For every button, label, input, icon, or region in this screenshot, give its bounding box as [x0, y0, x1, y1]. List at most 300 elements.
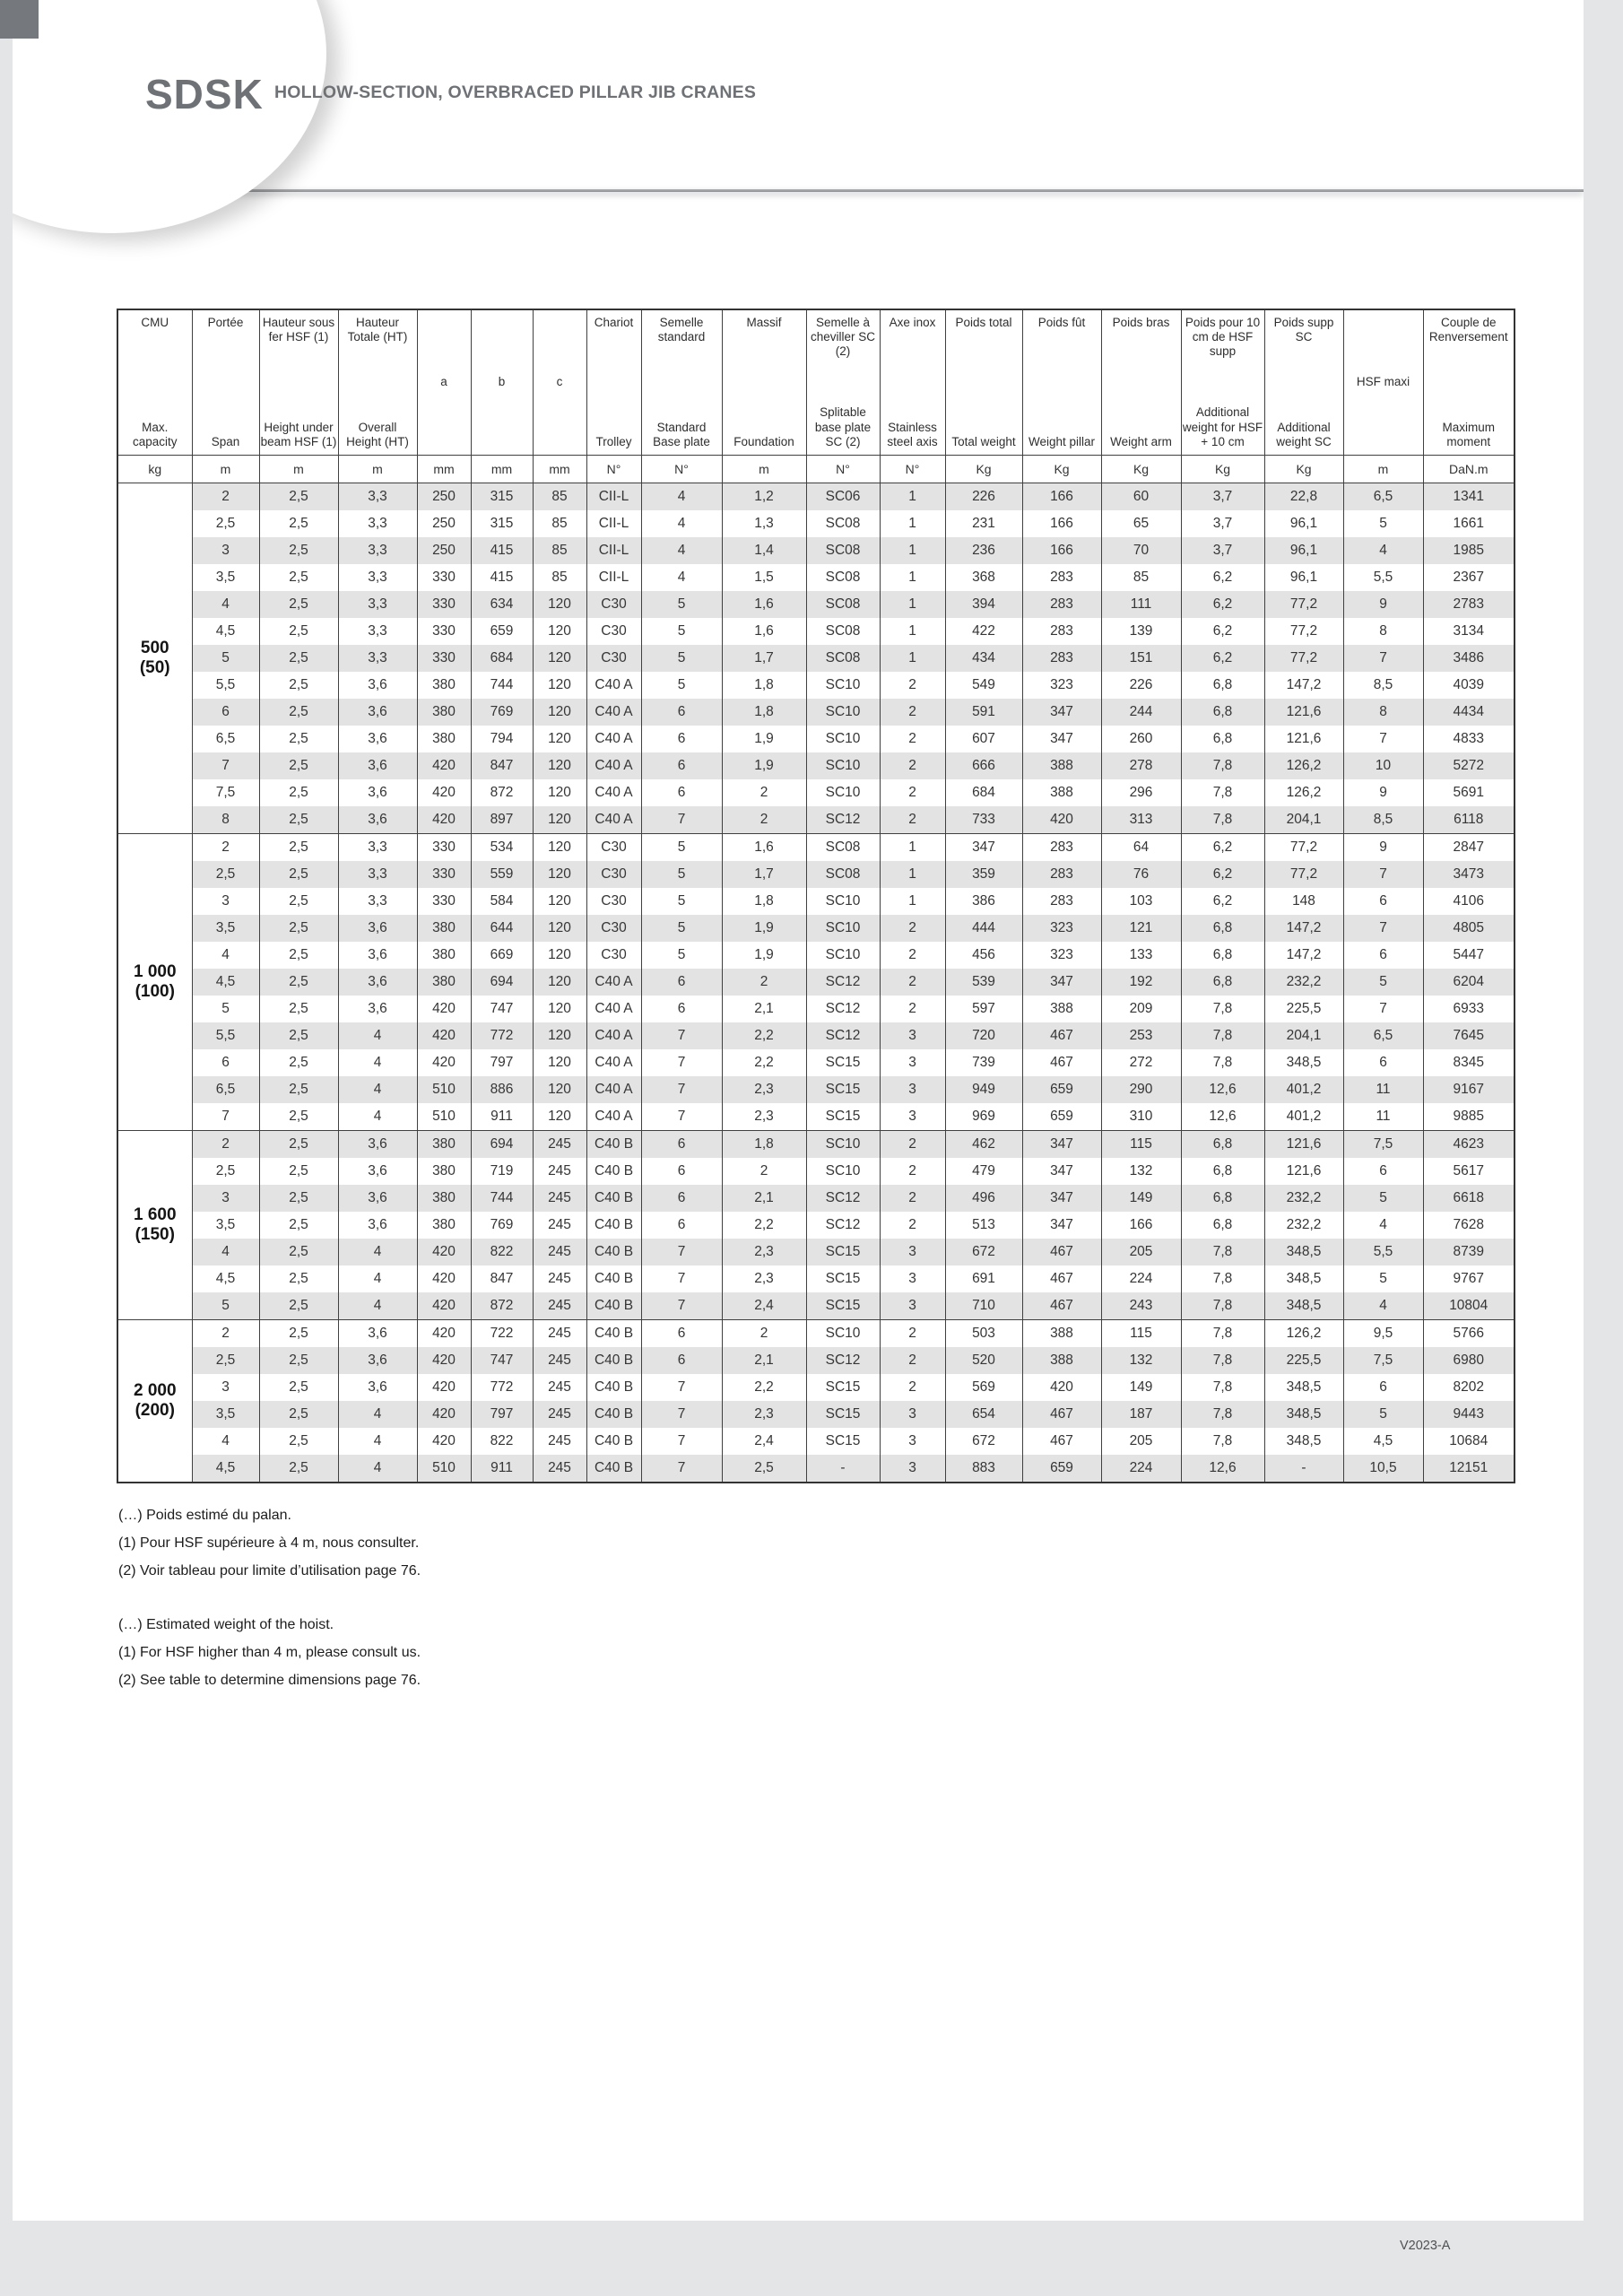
data-cell: 659 — [1022, 1076, 1101, 1103]
capacity-group — [117, 483, 1515, 834]
data-cell: 3,6 — [338, 672, 417, 699]
data-cell: 3134 — [1423, 618, 1515, 645]
data-cell: 2 — [880, 672, 945, 699]
data-cell: 2367 — [1423, 564, 1515, 591]
unit-cell: m — [192, 456, 259, 483]
data-cell: 3,7 — [1181, 510, 1264, 537]
data-cell: 2,5 — [259, 1347, 338, 1374]
data-cell: 85 — [1101, 564, 1181, 591]
data-cell: 3,6 — [338, 779, 417, 806]
data-cell: 2 — [722, 806, 806, 834]
data-cell: 3 — [880, 1049, 945, 1076]
data-cell: 5766 — [1423, 1320, 1515, 1348]
data-cell: SC15 — [806, 1049, 880, 1076]
data-cell: SC08 — [806, 861, 880, 888]
data-cell: SC10 — [806, 888, 880, 915]
data-cell: 7,8 — [1181, 1428, 1264, 1455]
data-cell: 245 — [533, 1374, 586, 1401]
data-cell: 794 — [471, 726, 533, 752]
data-cell: 1 — [880, 618, 945, 645]
data-cell: 347 — [1022, 1185, 1101, 1212]
data-cell: 3473 — [1423, 861, 1515, 888]
data-cell: 166 — [1022, 483, 1101, 511]
data-cell: 10,5 — [1343, 1455, 1423, 1483]
logo-text: SDSK — [145, 71, 264, 117]
data-cell: 348,5 — [1264, 1401, 1343, 1428]
data-cell: 420 — [417, 1320, 471, 1348]
data-cell: 5 — [641, 834, 722, 862]
data-cell: 77,2 — [1264, 861, 1343, 888]
data-cell: 147,2 — [1264, 942, 1343, 969]
data-cell: 4 — [338, 1292, 417, 1320]
data-cell: SC08 — [806, 591, 880, 618]
data-cell: C40 B — [586, 1347, 641, 1374]
unit-cell: mm — [533, 456, 586, 483]
data-cell: 2,5 — [259, 1076, 338, 1103]
data-cell: 4 — [1343, 1212, 1423, 1239]
table-row — [117, 1076, 1515, 1103]
data-cell: C40 A — [586, 699, 641, 726]
table-row — [117, 806, 1515, 834]
data-cell: 2 — [722, 779, 806, 806]
data-cell: 166 — [1022, 537, 1101, 564]
data-cell: 225,5 — [1264, 1347, 1343, 1374]
header-label-en: Additional weight for HSF + 10 cm — [1182, 405, 1263, 448]
data-cell: 3,3 — [338, 537, 417, 564]
data-cell: 2 — [192, 1131, 259, 1159]
data-cell: 4,5 — [192, 969, 259, 996]
data-cell: 6618 — [1423, 1185, 1515, 1212]
table-row — [117, 1374, 1515, 1401]
data-cell: 5 — [192, 1292, 259, 1320]
data-cell: 2,5 — [259, 996, 338, 1022]
data-cell: 2,4 — [722, 1428, 806, 1455]
data-cell: 3 — [192, 888, 259, 915]
header-label-fr: Poids bras — [1112, 316, 1170, 329]
data-cell: 121,6 — [1264, 1131, 1343, 1159]
data-cell: 6 — [641, 1347, 722, 1374]
data-cell: 467 — [1022, 1292, 1101, 1320]
data-cell: 659 — [471, 618, 533, 645]
data-cell: C40 A — [586, 1103, 641, 1131]
data-cell: 7,5 — [192, 779, 259, 806]
data-cell: SC06 — [806, 483, 880, 511]
data-cell: 5 — [641, 645, 722, 672]
table-row — [117, 915, 1515, 942]
data-cell: 4 — [641, 537, 722, 564]
data-cell: 2,2 — [722, 1049, 806, 1076]
data-cell: 420 — [417, 752, 471, 779]
data-cell: 7 — [1343, 861, 1423, 888]
data-cell: 3,5 — [192, 915, 259, 942]
data-cell: 4 — [338, 1455, 417, 1483]
data-cell: 6 — [1343, 888, 1423, 915]
header-label-en: Trolley — [595, 434, 632, 448]
data-cell: 7628 — [1423, 1212, 1515, 1239]
header-label-fr: Chariot — [594, 316, 634, 329]
data-cell: 420 — [417, 1265, 471, 1292]
data-cell: 8,5 — [1343, 672, 1423, 699]
data-cell: 283 — [1022, 591, 1101, 618]
data-cell: 380 — [417, 672, 471, 699]
data-cell: 1,9 — [722, 752, 806, 779]
data-cell: 7 — [1343, 645, 1423, 672]
data-cell: 2,5 — [259, 564, 338, 591]
data-cell: 3 — [880, 1428, 945, 1455]
data-cell: 7 — [641, 1103, 722, 1131]
data-cell: 3,7 — [1181, 537, 1264, 564]
data-cell: 7 — [641, 1076, 722, 1103]
data-cell: 166 — [1101, 1212, 1181, 1239]
data-cell: 204,1 — [1264, 806, 1343, 834]
data-cell: 76 — [1101, 861, 1181, 888]
capacity-cell: 1 600 (150) — [117, 1131, 192, 1320]
data-cell: 121 — [1101, 915, 1181, 942]
data-cell: C40 B — [586, 1158, 641, 1185]
data-cell: 1985 — [1423, 537, 1515, 564]
data-cell: SC12 — [806, 969, 880, 996]
table-row — [117, 1022, 1515, 1049]
data-cell: 2 — [722, 1320, 806, 1348]
unit-cell: mm — [471, 456, 533, 483]
data-cell: 8739 — [1423, 1239, 1515, 1265]
table-row — [117, 1185, 1515, 1212]
data-cell: 120 — [533, 806, 586, 834]
data-cell: 897 — [471, 806, 533, 834]
footnotes-fr — [118, 1501, 421, 1585]
data-cell: 77,2 — [1264, 834, 1343, 862]
data-cell: 6,2 — [1181, 564, 1264, 591]
data-cell: 6 — [641, 779, 722, 806]
data-cell: 420 — [1022, 1374, 1101, 1401]
header-label-en: Standard Base plate — [653, 420, 710, 448]
data-cell: 744 — [471, 1185, 533, 1212]
header-cell — [1264, 309, 1343, 456]
data-cell: SC10 — [806, 942, 880, 969]
data-cell: 456 — [945, 942, 1022, 969]
data-cell: 388 — [1022, 779, 1101, 806]
unit-cell: N° — [586, 456, 641, 483]
data-cell: 2,2 — [722, 1212, 806, 1239]
data-cell: 4 — [1343, 537, 1423, 564]
data-cell: 5 — [192, 645, 259, 672]
data-cell: 4 — [1343, 1292, 1423, 1320]
data-cell: 96,1 — [1264, 564, 1343, 591]
data-cell: 9 — [1343, 591, 1423, 618]
header-label-fr: HSF maxi — [1356, 375, 1410, 389]
data-cell: 496 — [945, 1185, 1022, 1212]
data-cell: 283 — [1022, 861, 1101, 888]
data-cell: 2,5 — [722, 1455, 806, 1483]
table-row — [117, 1292, 1515, 1320]
data-cell: 3,5 — [192, 1401, 259, 1428]
data-cell: 3,6 — [338, 752, 417, 779]
data-cell: 420 — [417, 1022, 471, 1049]
data-cell: 4106 — [1423, 888, 1515, 915]
data-cell: SC08 — [806, 834, 880, 862]
table-row — [117, 861, 1515, 888]
data-cell: 422 — [945, 618, 1022, 645]
data-cell: 9885 — [1423, 1103, 1515, 1131]
table-row — [117, 699, 1515, 726]
data-cell: 420 — [417, 1239, 471, 1265]
data-cell: 6 — [641, 1158, 722, 1185]
data-cell: 6,8 — [1181, 1212, 1264, 1239]
footnote-line: (1) For HSF higher than 4 m, please consult us. — [118, 1645, 421, 1660]
data-cell: SC15 — [806, 1076, 880, 1103]
data-cell: 5447 — [1423, 942, 1515, 969]
data-cell: 5,5 — [1343, 564, 1423, 591]
footnote-line: (1) Pour HSF supérieure à 4 m, nous consulter. — [118, 1535, 420, 1551]
header-label-en: Weight arm — [1110, 434, 1172, 448]
data-cell: 2,5 — [259, 672, 338, 699]
data-cell: 2,5 — [259, 1022, 338, 1049]
data-cell: 1 — [880, 537, 945, 564]
data-cell: 886 — [471, 1076, 533, 1103]
data-cell: 420 — [417, 996, 471, 1022]
data-cell: 2,5 — [259, 1428, 338, 1455]
data-cell: 733 — [945, 806, 1022, 834]
data-cell: 2,5 — [259, 1239, 338, 1265]
header-label-en: Additional weight SC — [1276, 420, 1332, 448]
footnote-line: (…) Poids estimé du palan. — [118, 1508, 291, 1523]
data-cell: 151 — [1101, 645, 1181, 672]
data-cell: 6 — [192, 699, 259, 726]
data-cell: 359 — [945, 861, 1022, 888]
data-cell: 209 — [1101, 996, 1181, 1022]
data-cell: 120 — [533, 591, 586, 618]
footnote-line: (…) Estimated weight of the hoist. — [118, 1617, 334, 1632]
data-cell: 3 — [192, 1374, 259, 1401]
header-row — [117, 309, 1515, 456]
unit-cell: kg — [117, 456, 192, 483]
data-cell: 283 — [1022, 564, 1101, 591]
version-label: V2023-A — [1400, 2239, 1451, 2253]
data-cell: 2,5 — [259, 699, 338, 726]
data-cell: 4,5 — [1343, 1428, 1423, 1455]
data-cell: 569 — [945, 1374, 1022, 1401]
data-cell: 2,5 — [259, 510, 338, 537]
data-cell: 1 — [880, 591, 945, 618]
data-cell: 3,3 — [338, 591, 417, 618]
data-cell: 3486 — [1423, 645, 1515, 672]
data-cell: 187 — [1101, 1401, 1181, 1428]
data-cell: 120 — [533, 645, 586, 672]
header-label-en: Max. capacity — [132, 420, 178, 448]
data-cell: 719 — [471, 1158, 533, 1185]
data-cell: 3,3 — [338, 861, 417, 888]
data-cell: 147,2 — [1264, 672, 1343, 699]
data-cell: C40 B — [586, 1401, 641, 1428]
data-cell: 290 — [1101, 1076, 1181, 1103]
data-cell: 4 — [338, 1265, 417, 1292]
data-cell: 2 — [722, 969, 806, 996]
header-label-fr: Poids supp SC — [1273, 316, 1334, 344]
data-cell: 3,6 — [338, 806, 417, 834]
data-cell: 60 — [1101, 483, 1181, 511]
table-row — [117, 618, 1515, 645]
data-cell: CII-L — [586, 483, 641, 511]
data-cell: 348,5 — [1264, 1292, 1343, 1320]
data-cell: 245 — [533, 1265, 586, 1292]
data-cell: 2 — [880, 1320, 945, 1348]
data-cell: 5 — [641, 861, 722, 888]
data-cell: 22,8 — [1264, 483, 1343, 511]
unit-cell: m — [338, 456, 417, 483]
data-cell: 510 — [417, 1076, 471, 1103]
data-cell: 1,9 — [722, 915, 806, 942]
data-cell: 847 — [471, 752, 533, 779]
data-cell: 467 — [1022, 1239, 1101, 1265]
data-cell: 245 — [533, 1292, 586, 1320]
data-cell: 6 — [641, 752, 722, 779]
data-cell: 911 — [471, 1455, 533, 1483]
data-cell: 120 — [533, 996, 586, 1022]
data-cell: 330 — [417, 645, 471, 672]
data-cell: C30 — [586, 618, 641, 645]
data-cell: 1,9 — [722, 942, 806, 969]
data-cell: 467 — [1022, 1401, 1101, 1428]
data-cell: 7645 — [1423, 1022, 1515, 1049]
data-cell: 133 — [1101, 942, 1181, 969]
data-cell: 1 — [880, 645, 945, 672]
data-cell: 126,2 — [1264, 1320, 1343, 1348]
data-cell: 1 — [880, 564, 945, 591]
data-cell: 1,2 — [722, 483, 806, 511]
document-page — [13, 0, 1584, 2221]
unit-cell: N° — [806, 456, 880, 483]
data-cell: 1,6 — [722, 834, 806, 862]
data-cell: 323 — [1022, 915, 1101, 942]
data-cell: 6933 — [1423, 996, 1515, 1022]
data-cell: 12151 — [1423, 1455, 1515, 1483]
data-cell: 6,8 — [1181, 942, 1264, 969]
table-row — [117, 645, 1515, 672]
data-cell: 231 — [945, 510, 1022, 537]
footnote-line: (2) Voir tableau pour limite d’utilisation page 76. — [118, 1563, 421, 1578]
table-row — [117, 1158, 1515, 1185]
data-cell: 2,5 — [259, 618, 338, 645]
data-cell: SC15 — [806, 1401, 880, 1428]
data-cell: C30 — [586, 645, 641, 672]
data-cell: 9 — [1343, 834, 1423, 862]
header-label-en: Splitable base plate SC (2) — [814, 405, 872, 448]
data-cell: 1,8 — [722, 699, 806, 726]
data-cell: C40 B — [586, 1212, 641, 1239]
data-cell: 260 — [1101, 726, 1181, 752]
data-cell: 132 — [1101, 1158, 1181, 1185]
data-cell: 126,2 — [1264, 779, 1343, 806]
data-cell: 347 — [1022, 726, 1101, 752]
data-cell: 330 — [417, 888, 471, 915]
capacity-group — [117, 834, 1515, 1131]
data-cell: 7,8 — [1181, 752, 1264, 779]
data-cell: 380 — [417, 1131, 471, 1159]
data-cell: SC08 — [806, 645, 880, 672]
data-cell: 7 — [192, 752, 259, 779]
data-cell: 4623 — [1423, 1131, 1515, 1159]
data-cell: 278 — [1101, 752, 1181, 779]
data-cell: 380 — [417, 699, 471, 726]
data-cell: 3 — [880, 1265, 945, 1292]
data-cell: SC15 — [806, 1292, 880, 1320]
data-cell: CII-L — [586, 537, 641, 564]
data-cell: 132 — [1101, 1347, 1181, 1374]
data-cell: C30 — [586, 591, 641, 618]
data-cell: 7 — [641, 1428, 722, 1455]
data-cell: 10 — [1343, 752, 1423, 779]
data-cell: 380 — [417, 969, 471, 996]
data-cell: 6 — [1343, 942, 1423, 969]
data-cell: 121,6 — [1264, 699, 1343, 726]
data-cell: C40 A — [586, 996, 641, 1022]
header-label-en: Foundation — [733, 434, 794, 448]
spec-table — [117, 309, 1515, 1483]
data-cell: 283 — [1022, 645, 1101, 672]
data-cell: C40 A — [586, 779, 641, 806]
data-cell: 2 — [880, 1347, 945, 1374]
data-cell: 2,5 — [259, 591, 338, 618]
data-cell: 96,1 — [1264, 510, 1343, 537]
data-cell: SC10 — [806, 699, 880, 726]
data-cell: 6 — [641, 699, 722, 726]
data-cell: 3,6 — [338, 1347, 417, 1374]
data-cell: 1,7 — [722, 645, 806, 672]
data-cell: 6,5 — [1343, 483, 1423, 511]
data-cell: 9167 — [1423, 1076, 1515, 1103]
header-label-en: Height under beam HSF (1) — [260, 420, 337, 448]
data-cell: 3,6 — [338, 1320, 417, 1348]
data-cell: 1341 — [1423, 483, 1515, 511]
data-cell: 6118 — [1423, 806, 1515, 834]
data-cell: - — [1264, 1455, 1343, 1483]
table-row — [117, 834, 1515, 862]
data-cell: 822 — [471, 1428, 533, 1455]
unit-cell: Kg — [1181, 456, 1264, 483]
data-cell: 2,5 — [259, 834, 338, 862]
header-label-en: Maximum moment — [1442, 420, 1495, 448]
data-cell: 1 — [880, 888, 945, 915]
data-cell: 510 — [417, 1103, 471, 1131]
data-cell: 2,5 — [259, 1265, 338, 1292]
data-cell: C30 — [586, 915, 641, 942]
data-cell: 822 — [471, 1239, 533, 1265]
data-cell: 1 — [880, 834, 945, 862]
data-cell: 4 — [192, 1239, 259, 1265]
data-cell: 224 — [1101, 1265, 1181, 1292]
data-cell: 4 — [192, 1428, 259, 1455]
data-cell: 710 — [945, 1292, 1022, 1320]
data-cell: 313 — [1101, 806, 1181, 834]
header-label-fr: Poids fût — [1037, 316, 1086, 329]
data-cell: 120 — [533, 779, 586, 806]
data-cell: 348,5 — [1264, 1428, 1343, 1455]
data-cell: 467 — [1022, 1022, 1101, 1049]
data-cell: 225,5 — [1264, 996, 1343, 1022]
data-cell: 347 — [1022, 1212, 1101, 1239]
data-cell: 744 — [471, 672, 533, 699]
data-cell: 747 — [471, 1347, 533, 1374]
table-row — [117, 1320, 1515, 1348]
corner-square — [0, 0, 39, 39]
data-cell: 1 — [880, 861, 945, 888]
data-cell: C40 A — [586, 672, 641, 699]
data-cell: 1,6 — [722, 618, 806, 645]
data-cell: 2 — [192, 483, 259, 511]
data-cell: 949 — [945, 1076, 1022, 1103]
data-cell: 315 — [471, 483, 533, 511]
data-cell: 5 — [1343, 1265, 1423, 1292]
